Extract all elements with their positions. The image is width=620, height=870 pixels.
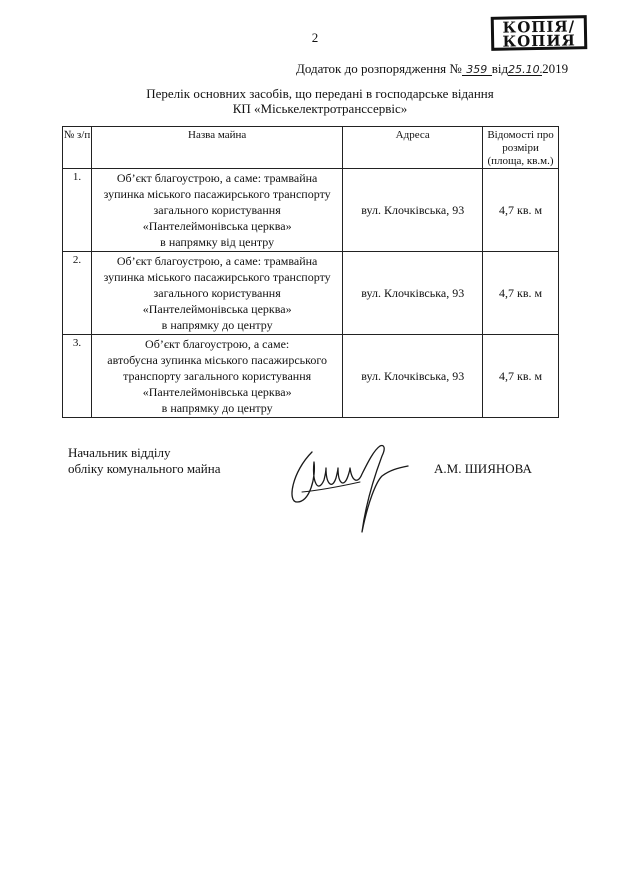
document-heading-line-2: КП «Міськелектротранссервіс» [232,101,408,116]
header-size: Відомості про розміри (площа, кв.м.) [483,127,559,169]
row-size: 4,7 кв. м [483,252,559,335]
stamp-line-1: КОПІЯ/ [502,17,576,37]
signer-title [68,445,220,477]
signer-name: А.М. ШИЯНОВА [434,461,532,476]
row-name-line: транспорту загального користування [123,369,312,383]
table-header-row [63,127,559,169]
table-row [63,252,559,335]
copy-stamp [491,15,588,51]
row-name-line: «Пантелеймонівська церква» [142,385,292,399]
row-name-line: Об’єкт благоустрою, а саме: трамвайна [116,254,318,268]
row-name-line: автобусна зупинка міського пасажирського [107,353,327,367]
page-number: 2 [311,30,319,45]
stamp-line-2: КОПИЯ [502,31,576,51]
row-num: 3. [63,335,92,418]
order-date-handwritten: 25.10. [508,63,544,76]
row-name-line: в напрямку до центру [161,401,273,415]
row-num: 2. [63,252,92,335]
row-name-line: загального користування [153,286,281,300]
row-name-line: зупинка міського пасажирського транспорту [103,187,331,201]
table-row [63,169,559,252]
row-name [91,252,342,335]
order-number-handwritten: 359 [462,64,492,76]
row-address: вул. Клочківська, 93 [343,335,483,418]
row-name [91,335,342,418]
row-name-line: «Пантелеймонівська церква» [142,219,292,233]
row-name-line: загального користування [153,203,281,217]
table-row [63,335,559,418]
row-name-line: «Пантелеймонівська церква» [142,302,292,316]
header-name: Назва майна [91,127,342,169]
row-size: 4,7 кв. м [483,335,559,418]
header-num: № з/п [63,127,92,169]
signer-title-line-2: обліку комунального майна [68,461,221,476]
row-name-line: зупинка міського пасажирського транспорту [103,270,331,284]
header-address: Адреса [343,127,483,169]
assets-table [62,126,559,418]
signer-title-line-1: Начальник відділу [68,445,171,460]
row-address: вул. Клочківська, 93 [343,252,483,335]
appendix-prefix: Додаток до розпорядження № [296,61,462,76]
row-name-line: в напрямку від центру [160,235,275,249]
document-heading-line-1: Перелік основних засобів, що передані в господарське відання [146,86,494,101]
row-num: 1. [63,169,92,252]
row-name-line: Об’єкт благоустрою, а саме: трамвайна [116,171,318,185]
row-address: вул. Клочківська, 93 [343,169,483,252]
appendix-mid: від [491,61,509,76]
row-size: 4,7 кв. м [483,169,559,252]
appendix-year: 2019 [542,61,569,76]
row-name [91,169,342,252]
row-name-line: Об’єкт благоустрою, а саме: [145,337,290,351]
row-name-line: в напрямку до центру [161,318,273,332]
handwritten-signature [282,432,412,542]
appendix-reference [296,61,568,77]
